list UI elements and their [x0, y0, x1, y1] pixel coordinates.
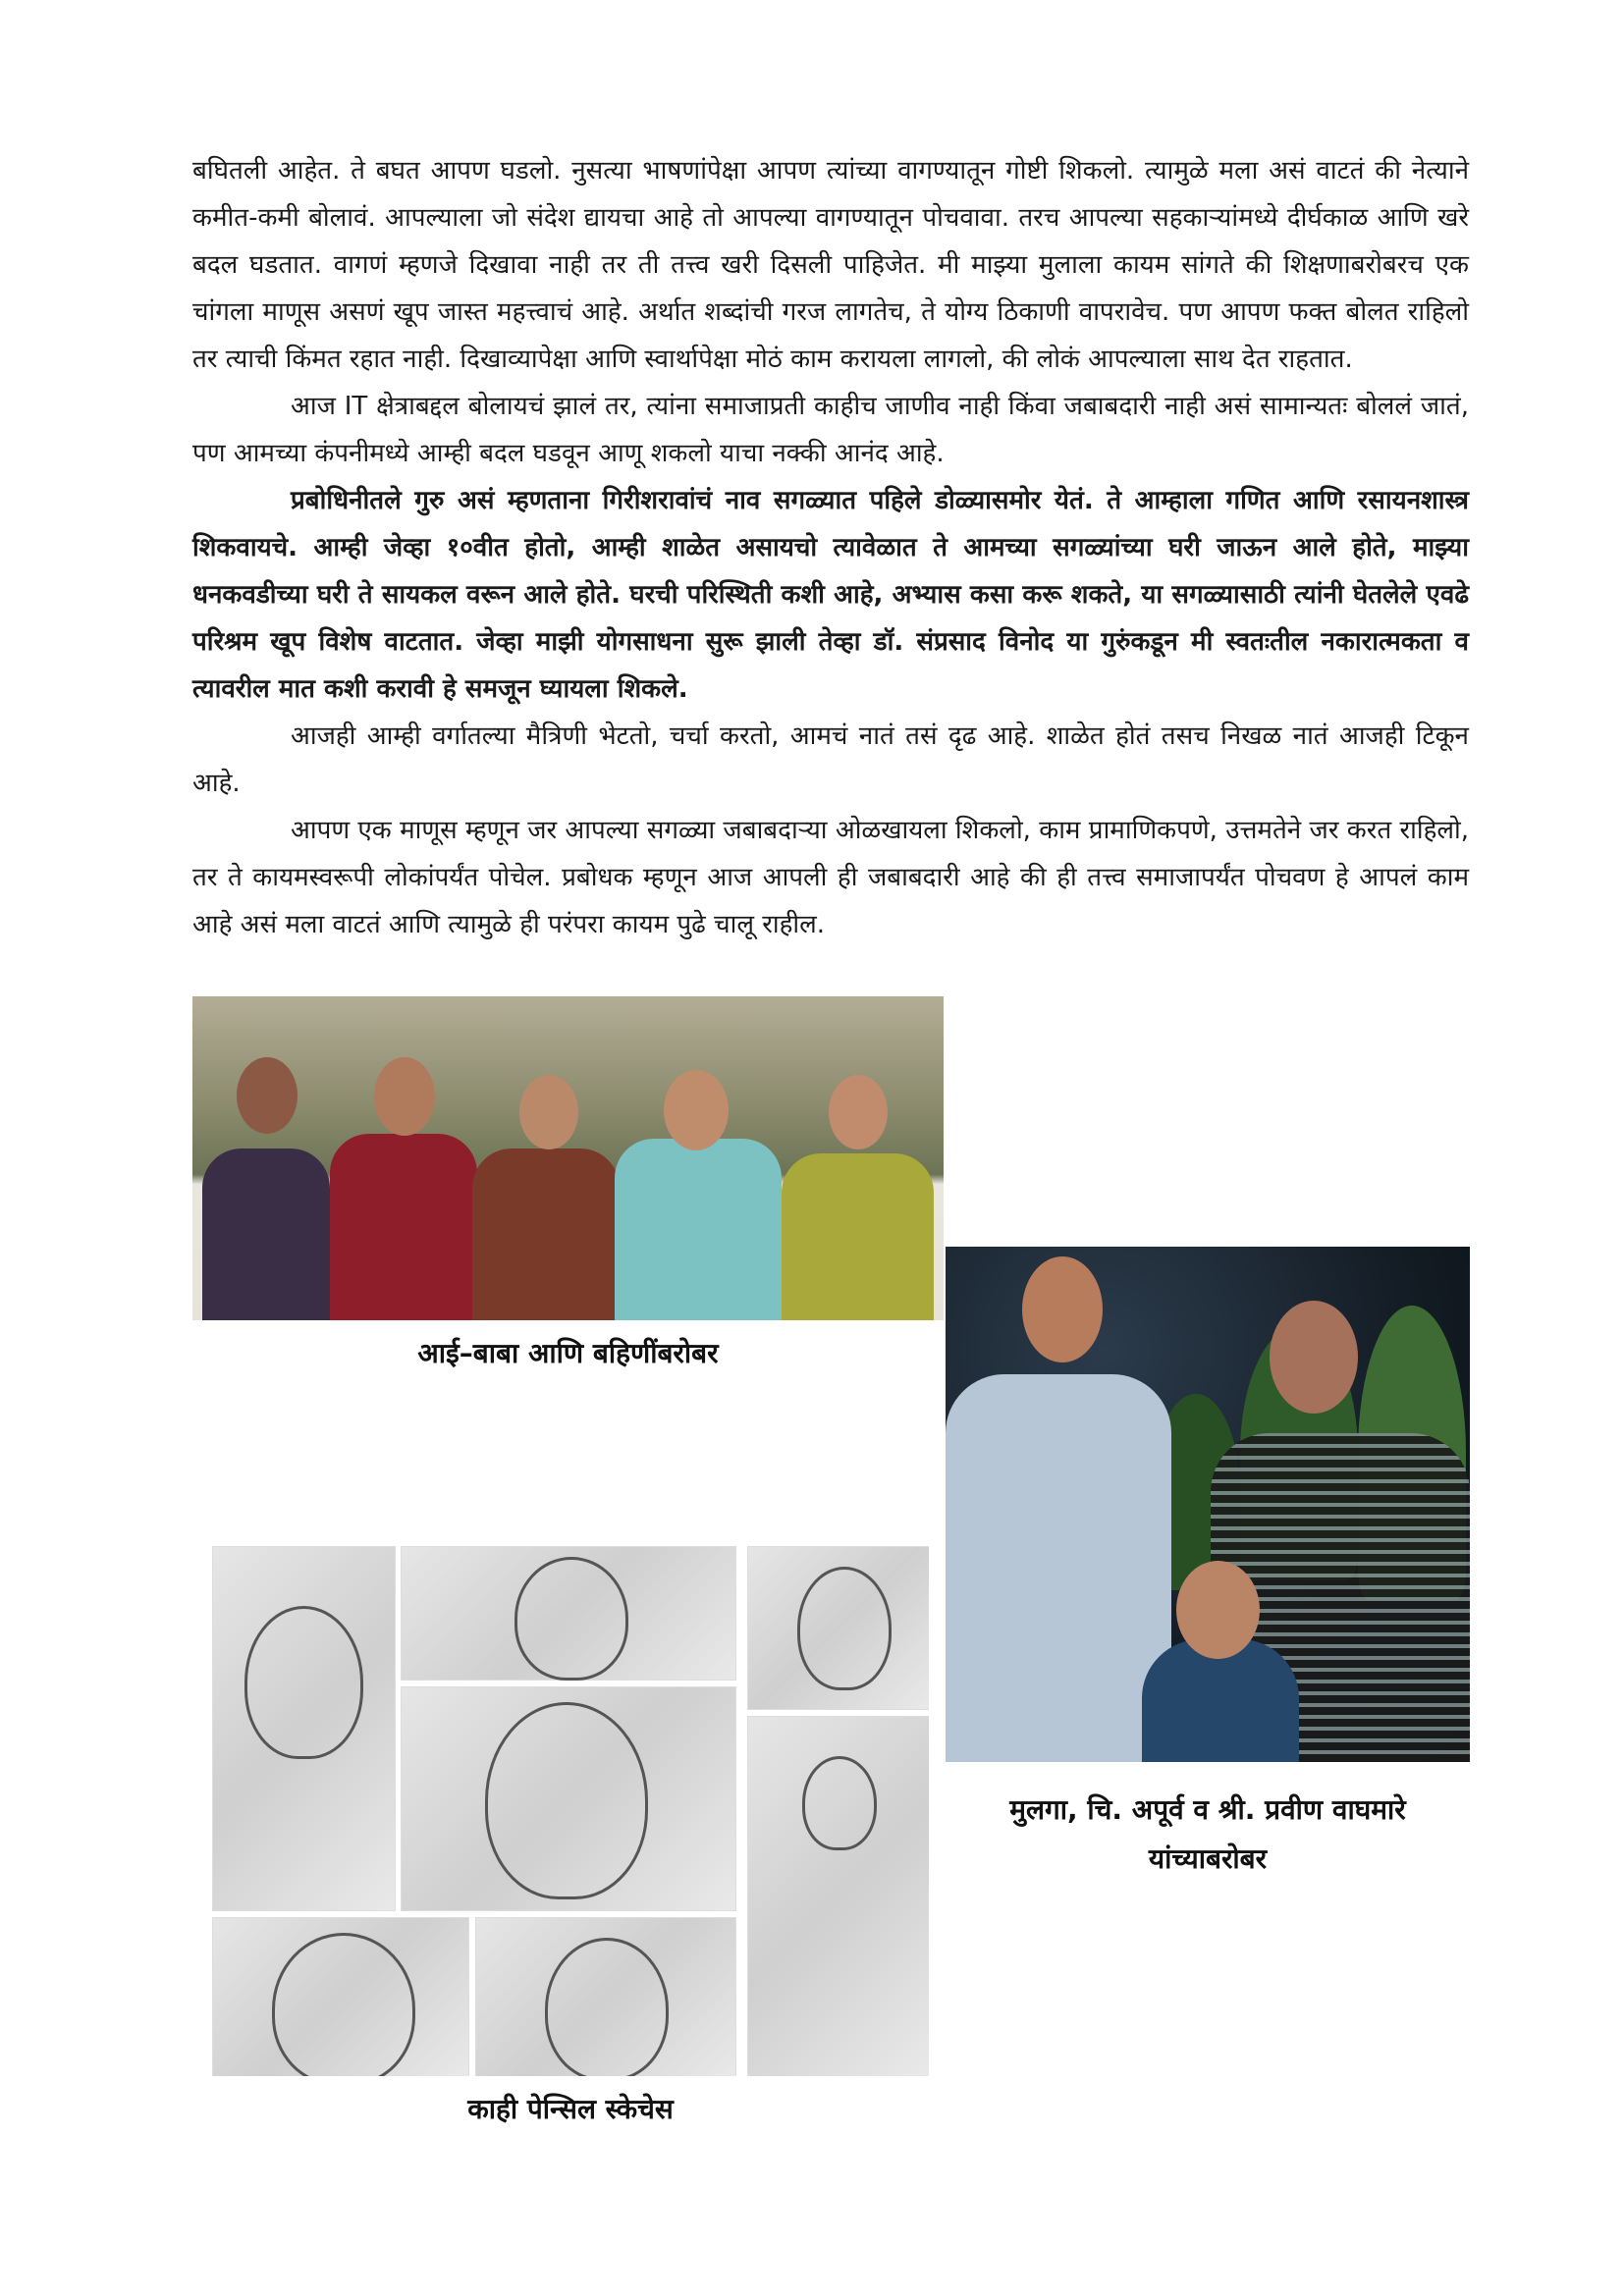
paragraph-2: आज IT क्षेत्राबद्दल बोलायचं झालं तर, त्यांना समाजाप्रती काहीच जाणीव नाही किंवा जबाबदारी नाही असं सामान्यतः बोललं जातं, पण आमच्या कंपनीमध्ये आम्ही बदल घडवून आणू शकलो याचा नक्की आनंद आहे. [192, 392, 1469, 468]
sketch-man-smiling [401, 1686, 736, 1911]
family-photo [192, 996, 944, 1320]
sketch-woman-smiling [475, 1917, 736, 2076]
paragraph-5: आपण एक माणूस म्हणून जर आपल्या सगळ्या जबाबदाऱ्या ओळखायला शिकलो, काम प्रामाणिकपणे, उत्तमतेने जर करत राहिलो, तर ते कायमस्वरूपी लोकांपर्यंत पोचेल. प्रबोधक म्हणून आज आपली ही जबाबदारी आहे की ही तत्त्व समाजापर्यंत पोचवण हे आपलं काम आहे असं मला वाटतं आणि त्यामुळे ही परंपरा कायम पुढे चालू राहील. [192, 816, 1469, 939]
article-body [192, 147, 1469, 948]
sketch-collage-caption: काही पेन्सिल स्केचेस [467, 2093, 674, 2125]
family-photo-caption: आई–बाबा आणि बहिणींबरोबर [417, 1337, 719, 1369]
pencil-sketch-collage [212, 1546, 929, 2076]
paragraph-3: प्रबोधिनीतले गुरु असं म्हणताना गिरीशरावांचं नाव सगळ्यात पहिले डोळ्यासमोर येतं. ते आम्हाला गणित आणि रसायनशास्त्र शिकवायचे. आम्ही जेव्हा १०वीत होतो, आम्ही शाळेत असायचो त्यावेळात ते आमच्या सगळ्यांच्या घरी जाऊन आले होते, माझ्या धनकवडीच्या घरी ते सायकल वरून आले होते. घरची परिस्थिती कशी आहे, अभ्यास कसा करू शकते, या सगळ्यासाठी त्यांनी घेतलेले एवढे परिश्रम खूप विशेष वाटतात. जेव्हा माझी योगसाधना सुरू झाली तेव्हा डॉ. संप्रसाद विनोद या गुरुंकडून मी स्वतःतील नकारात्मकता व त्यावरील मात कशी करावी हे समजून घ्यायला शिकले. [192, 486, 1469, 704]
sketch-bearded-man [747, 1546, 929, 1710]
sketch-young-man-glasses [401, 1546, 736, 1681]
paragraph-1: बघितली आहेत. ते बघत आपण घडलो. नुसत्या भाषणांपेक्षा आपण त्यांच्या वागण्यातून गोष्टी शिकलो. त्यामुळे मला असं वाटतं की नेत्याने कमीत-कमी बोलावं. आपल्याला जो संदेश द्यायचा आहे तो आपल्या वागण्यातून पोचवावा. तरच आपल्या सहकाऱ्यांमध्ये दीर्घकाळ आणि खरे बदल घडतात. वागणं म्हणजे दिखावा नाही तर ती तत्त्व खरी दिसली पाहिजेत. मी माझ्या मुलाला कायम सांगते की शिक्षणाबरोबरच एक चांगला माणूस असणं खूप जास्त महत्त्वाचं आहे. अर्थात शब्दांची गरज लागतेच, ते योग्य ठिकाणी वापरावेच. पण आपण फक्त बोलत राहिलो तर त्याची किंमत रहात नाही. दिखाव्यापेक्षा आणि स्वार्थापेक्षा मोठं काम करायला लागलो, की लोकं आपल्याला साथ देत राहतात. [192, 156, 1469, 374]
son-photo-caption-line2: यांच्याबरोबर [1148, 1842, 1268, 1875]
sketch-young-man [212, 1917, 469, 2076]
son-photo-caption-line1: मुलगा, चि. अपूर्व व श्री. प्रवीण वाघमारे [1009, 1793, 1406, 1826]
son-husband-photo [946, 1247, 1470, 1762]
sketch-old-man [212, 1546, 396, 1911]
sketch-krishna [747, 1716, 929, 2076]
paragraph-4: आजही आम्ही वर्गातल्या मैत्रिणी भेटतो, चर्चा करतो, आमचं नातं तसं दृढ आहे. शाळेत होतं तसच निखळ नातं आजही टिकून आहे. [192, 721, 1469, 798]
